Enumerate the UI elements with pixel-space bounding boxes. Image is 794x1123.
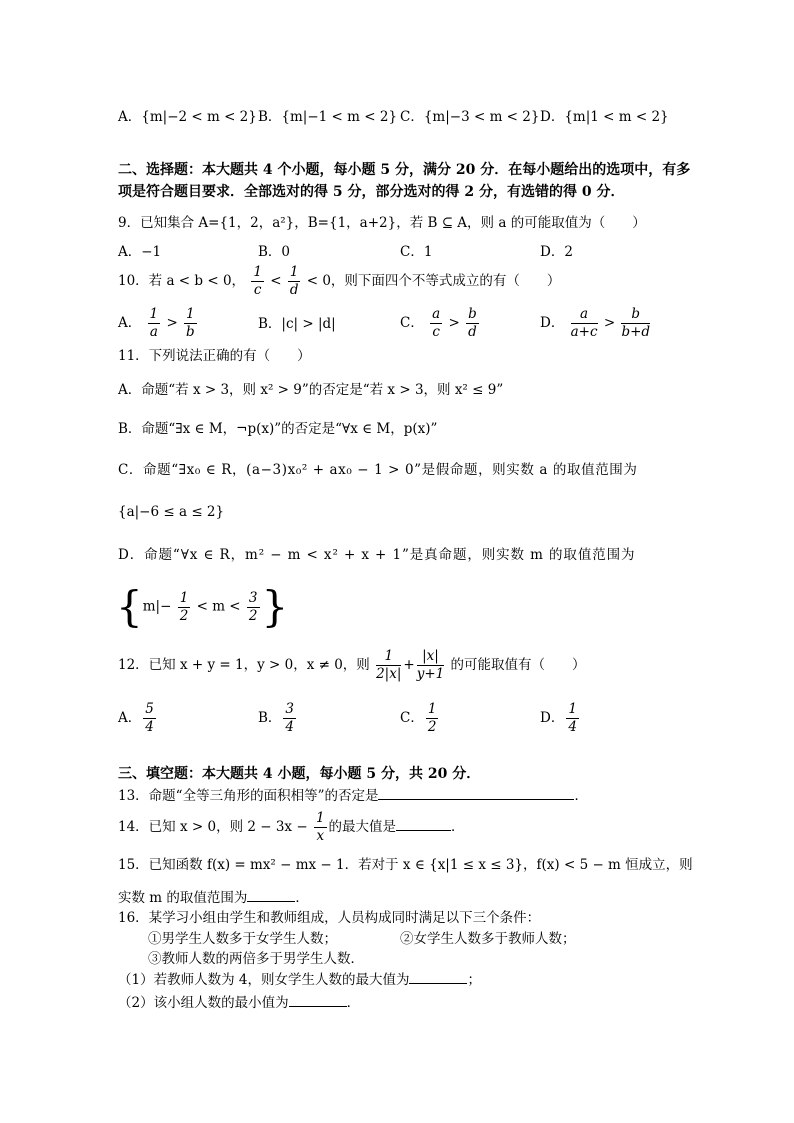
- q16-condition-1: ①男学生人数多于女学生人数；: [148, 931, 337, 947]
- q11-option-d-set: {m|− $\frac{1}{2}$ < m < $\frac{3}{2}$ }: [116, 582, 289, 631]
- q9-stem: 9．已知集合 A={1，2，a²}，B={1，a+2}，若 B ⊆ A，则 a 的可能取值为（ ）: [118, 215, 646, 231]
- fraction-abs-x-over-y-plus-1: $\frac{|x|}{y+1}$: [416, 648, 445, 682]
- q16-stem: 16．某学习小组由学生和教师组成，人员构成同时满足以下三个条件：: [118, 910, 541, 926]
- q11-option-d: D．命题“∀x ∈ R，m² − m < x² + x + 1”是真命题，则实数 m 的取值范围为: [118, 547, 636, 563]
- q9-option-a: A．−1: [118, 244, 162, 260]
- q10-option-c: C． $\frac{a}{c}$ > $\frac{b}{d}$: [400, 306, 477, 340]
- q9-option-b: B．0: [258, 244, 291, 260]
- q10-option-a: A． $\frac{1}{a}$ > $\frac{1}{b}$: [118, 306, 195, 340]
- q15-line1: 15．已知函数 f(x) = mx² − mx − 1．若对于 x ∈ {x|1 ≤ x ≤ 3}，f(x) < 5 − m 恒成立，则: [118, 857, 693, 873]
- q16-part2: （2）该小组人数的最小值为 ．: [118, 995, 361, 1011]
- answer-blank[interactable]: [378, 786, 574, 800]
- q16-condition-3: ③教师人数的两倍多于男学生人数．: [148, 951, 364, 967]
- q12-option-c: C． $\frac{1}{2}$: [400, 701, 437, 735]
- q12-stem: 12．已知 x + y = 1，y > 0，x ≠ 0，则 $\frac{1}{2|x|}$ + $\frac{|x|}{y+1}$ 的可能取值有（ ）: [118, 648, 586, 682]
- section2-heading-line1: 二、选择题：本大题共 4 个小题，每小题 5 分，满分 20 分．在每小题给出的选项中，有多: [118, 162, 691, 178]
- q15-line2: 实数 m 的取值范围为 ．: [118, 890, 309, 906]
- q8-option-b: B．{m|−1 < m < 2}: [258, 109, 398, 125]
- q9-option-d: D．2: [540, 244, 573, 260]
- q8-option-a: A．{m|−2 < m < 2}: [118, 109, 257, 125]
- q12-option-d: D． $\frac{1}{4}$: [540, 701, 577, 735]
- q10-option-b: B．|c| > |d|: [258, 316, 336, 332]
- q8-option-c: C．{m|−3 < m < 2}: [400, 109, 540, 125]
- q11-option-b: B．命题“∃x ∈ M，¬p(x)”的否定是“∀x ∈ M，p(x)”: [118, 421, 438, 437]
- q9-option-c: C．1: [400, 244, 433, 260]
- fraction-1-over-d: $\frac{1}{d}$: [289, 264, 299, 298]
- fraction-1-over-2abs-x: $\frac{1}{2|x|}$: [376, 648, 402, 682]
- section3-heading: 三、填空题：本大题共 4 小题，每小题 5 分，共 20 分．: [118, 766, 481, 782]
- section2-heading-line2: 项是符合题目要求．全部选对的得 5 分，部分选对的得 2 分，有选错的得 0 分．: [118, 184, 625, 200]
- answer-blank[interactable]: [247, 888, 295, 902]
- q8-option-d: D．{m|1 < m < 2}: [540, 109, 669, 125]
- answer-blank[interactable]: [396, 817, 451, 831]
- q12-option-b: B． $\frac{3}{4}$: [258, 701, 295, 735]
- q13: 13．命题“全等三角形的面积相等”的否定是 ．: [118, 788, 588, 804]
- answer-blank[interactable]: [409, 970, 467, 984]
- q16-condition-2: ②女学生人数多于教师人数；: [400, 931, 576, 947]
- fraction-1-over-x: $\frac{1}{x}$: [315, 810, 325, 844]
- fraction-1-over-c: $\frac{1}{c}$: [253, 264, 262, 298]
- q14: 14．已知 x > 0，则 2 − 3x − $\frac{1}{x}$ 的最大值是 ．: [118, 810, 465, 844]
- q16-part1: （1）若教师人数为 4，则女学生人数的最大值为 ；: [118, 972, 481, 988]
- q12-option-a: A． $\frac{5}{4}$: [118, 701, 154, 735]
- q11-option-a: A．命题“若 x > 3，则 x² > 9”的否定是“若 x > 3，则 x² ≤ 9”: [118, 382, 504, 398]
- q11-option-c: C．命题“∃x₀ ∈ R，(a−3)x₀² + ax₀ − 1 > 0”是假命题，则实数 a 的取值范围为: [118, 462, 638, 478]
- q11-stem: 11．下列说法正确的有（ ）: [118, 348, 311, 364]
- q10-option-d: D． $\frac{a}{a+c}$ > $\frac{b}{b+d}$: [540, 306, 651, 340]
- q11-option-c-set: {a|−6 ≤ a ≤ 2}: [118, 504, 225, 520]
- q10-stem: 10．若 a < b < 0， $\frac{1}{c}$ < $\frac{1}{d}$ < 0，则下面四个不等式成立的有（ ）: [118, 264, 561, 298]
- answer-blank[interactable]: [289, 993, 347, 1007]
